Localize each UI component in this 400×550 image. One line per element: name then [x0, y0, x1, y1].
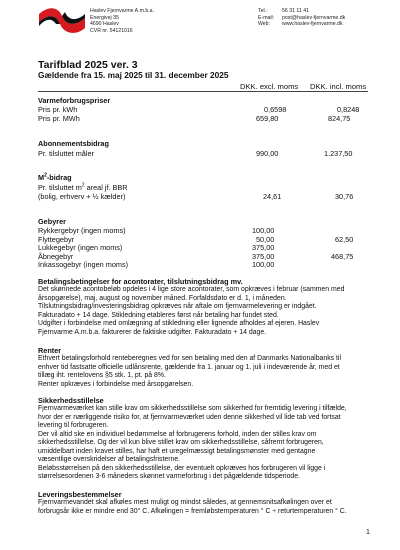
paragraph-line: forbrugsår ikke er mindre end 30° C. Afkølingen = fremløbstemperaturen ° C ÷ returtemperaturen ° C. [38, 507, 347, 515]
fee-row-label: Åbnegebyr [38, 251, 74, 261]
paragraph-line: hvor der er nærliggende risiko for, at fjernvarmeværket uden denne sikkerhed vil lide tab ved fortsat [38, 413, 341, 421]
paragraph-line: tillæg iht. rentelovens §5 stk. 1, pt. på 8%. [38, 372, 166, 379]
fee-row-excl: 375,00 [252, 251, 275, 261]
m2-heading-sup: 2 [44, 172, 47, 179]
paragraph-line: enhver tid fastsatte officielle udlånsrente, gældende fra 1. januar og 1. juli i indeværende år, med et [38, 363, 340, 371]
paragraph-line: Der vil altid ske en individuel bedømmelse af forbrugerens forhold, inden der stilles krav om [38, 430, 317, 438]
price-row-label: Pris pr. MWh [38, 114, 80, 123]
fee-row-incl: 62,50 [335, 234, 354, 244]
contact-values [282, 8, 345, 28]
fee-row-excl: 100,00 [252, 226, 275, 235]
m2-label-prefix: Pr. tilsluttet m [38, 183, 82, 192]
price-row-incl: 0,8248 [337, 105, 360, 114]
paragraph-line: væsentlige overskridelser af betalingsfristerne. [38, 456, 181, 463]
section-heading-fees: Gebyrer [38, 217, 66, 226]
contact-label-web: Web: [258, 21, 271, 28]
document-title: Tarifblad 2025 ver. 3 [38, 59, 138, 71]
price-row-label: Pr. tilsluttet måler [38, 149, 94, 158]
paragraph-line: Det skønnede acontobeløb opdeles i 4 lige store acontorater, som opkræves i februar (sammen med [38, 286, 345, 293]
price-row-label: Pris pr. kWh [38, 105, 78, 114]
price-row-excl: 659,80 [256, 114, 279, 123]
section-heading-delivery-terms: Leveringsbestemmelser [38, 490, 122, 499]
payment-terms-text [38, 286, 368, 337]
paragraph-line: Fakturadato + 14 dage. Stikledning etableres først når betaling har fundet sted. [38, 311, 279, 319]
fee-row-label: Flyttegebyr [38, 234, 75, 244]
contact-phone: 56 31 11 41 [282, 8, 310, 14]
price-row-excl: 990,00 [256, 149, 279, 158]
section-heading-interest: Renter [38, 346, 62, 355]
paragraph-line: Fjernvarme A.m.b.a. fakturerer de faktiske udgifter. Fakturadato + 14 dage. [38, 328, 267, 336]
fee-row-excl: 375,00 [252, 243, 275, 252]
paragraph-line: størrelsesordenen 3-6 måneders skønnet varmeforbrug i det pågældende tidsperiode. [38, 473, 300, 480]
fee-row-excl: 50,00 [256, 234, 275, 244]
contact-web-link[interactable]: www.haslev-fjernvarme.dk [282, 21, 343, 28]
paragraph-line: sikkerhedsstillelse. Og der vil kun blive stillet krav om sikkerhedsstillelse, såfremt forbrugeren, [38, 439, 324, 446]
column-header-excl-vat: DKK. excl. moms [240, 82, 299, 91]
company-street: Energivej 35 [90, 14, 119, 21]
paragraph-line: Fjernvarmevandet skal afkøles mest muligt og mindst således, at gennemsnitsafkølingen over et [38, 499, 332, 506]
contact-label-email: E-mail: [258, 14, 275, 21]
fee-row-label: Inkassogebyr (ingen moms) [38, 260, 129, 269]
delivery-terms-text [38, 499, 368, 516]
price-row-incl: 30,76 [335, 192, 354, 201]
m2-label-sup: 2 [81, 182, 85, 189]
m2-row-label-line1 [38, 184, 128, 192]
price-row-incl: 1.237,50 [324, 149, 353, 158]
security-deposit-text [38, 405, 368, 482]
price-row-excl: 0,6598 [264, 105, 287, 114]
company-city: 4690 Haslev [90, 21, 119, 28]
fee-row-label: Rykkergebyr (ingen moms) [38, 226, 126, 235]
price-row-incl: 824,75 [328, 114, 351, 123]
price-row-excl: 24,61 [263, 192, 282, 201]
contact-labels [258, 8, 274, 28]
section-heading-heat-prices: Varmeforbrugspriser [38, 96, 111, 105]
m2-row-label-line2: (bolig, erhverv + ½ kælder) [38, 192, 126, 201]
fee-row-label: Lukkegebyr (ingen moms) [38, 243, 123, 252]
document-subtitle: Gældende fra 15. maj 2025 til 31. december 2025 [38, 70, 229, 80]
m2-label-suffix: areal jf. BBR [84, 183, 128, 192]
column-header-incl-vat: DKK. incl. moms [310, 82, 367, 91]
company-cvr: CVR nr. 54121016 [90, 27, 133, 34]
paragraph-line: umiddelbart inden kravet stilles, har haft et uregelmæssigt betalingsmønster med gentagne [38, 447, 316, 455]
contact-email-link[interactable]: post@haslev-fjernvarme.dk [282, 14, 346, 21]
section-heading-payment-terms: Betalingsbetingelser for acontorater, tilslutningsbidrag mv. [38, 277, 243, 286]
paragraph-line: levering til forbrugeren. [38, 422, 109, 429]
paragraph-line: Renter opkræves i forbindelse med årsopgørelsen. [38, 380, 194, 388]
fee-row-excl: 100,00 [252, 260, 275, 269]
page-number: 1 [366, 529, 370, 536]
paragraph-line: Fjernvarmeværket kan stille krav om sikkerhedsstillelse som sikkerhed for fremtidig levering i tilfælde, [38, 405, 347, 412]
company-address [90, 8, 154, 34]
fee-row-incl: 468,75 [331, 251, 354, 261]
interest-text [38, 355, 368, 389]
paragraph-line: årsopgørelse), maj, august og november måned. Forfaldsdato er d. 1, i måneden. [38, 294, 287, 302]
m2-heading-base: M [38, 173, 45, 182]
section-heading-m2 [38, 174, 72, 182]
company-name: Haslev Fjernvarme A.m.b.a. [90, 8, 154, 14]
section-heading-security-deposit: Sikkerhedsstillelse [38, 396, 104, 405]
paragraph-line: Ethvert betalingsforhold renteberegnes ved for sen betaling med den af Danmarks Nationalbanks til [38, 355, 341, 362]
m2-heading-suffix: -bidrag [46, 173, 72, 182]
company-logo [38, 8, 86, 34]
contact-label-tel: Tel.: [258, 8, 268, 14]
header-divider [38, 91, 368, 92]
paragraph-line: Beløbsstørrelsen på den sikkerhedsstillelse, der eventuelt opkræves hos forbrugeren vil ligge i [38, 464, 326, 472]
paragraph-line: Tilslutningsbidrag/investeringsbidrag opkræves når aftale om fjernvarmelevering er indgået. [38, 303, 317, 310]
section-heading-subscription: Abonnementsbidrag [38, 139, 109, 148]
paragraph-line: Udgifter i forbindelse med omlægning af stikledning eller lignende afholdes af ejeren. Haslev [38, 320, 320, 327]
